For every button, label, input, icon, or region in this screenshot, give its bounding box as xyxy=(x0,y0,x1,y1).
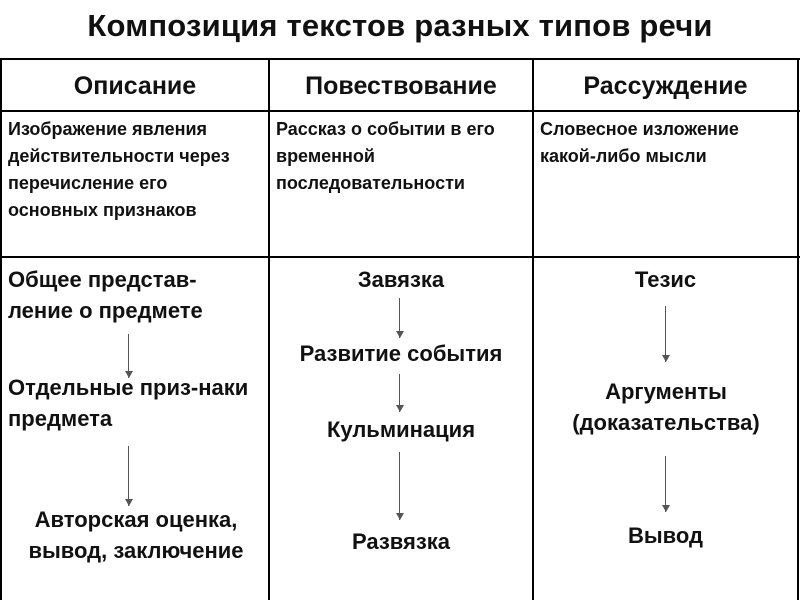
page-title: Композиция текстов разных типов речи xyxy=(87,8,713,43)
reasoning-step-3: Вывод xyxy=(627,523,704,548)
reasoning-step-2: Аргументы (доказательства) xyxy=(572,379,760,435)
table-column-divider-2 xyxy=(532,58,534,600)
table-header-divider xyxy=(0,110,800,112)
description-step-3: Авторская оценка, вывод, заключение xyxy=(28,507,244,563)
arrow-down-icon xyxy=(661,456,671,512)
arrow-down-icon xyxy=(661,306,671,362)
arrow-down-icon xyxy=(395,452,405,520)
arrow-down-icon xyxy=(395,298,405,338)
column-header-description: Описание xyxy=(73,71,197,100)
description-text-3: Словесное изложение какой-либо мысли xyxy=(540,119,739,166)
column-header-reasoning: Рассуждение xyxy=(583,71,748,100)
narration-step-4: Развязка xyxy=(351,529,451,554)
table-border-left xyxy=(0,58,2,600)
description-step-1: Общее представ-ление о предмете xyxy=(8,267,203,323)
narration-step-3: Кульминация xyxy=(326,417,476,442)
description-text-2: Рассказ о событии в его временной последовательности xyxy=(276,119,495,193)
table-column-divider-1 xyxy=(268,58,270,600)
arrow-down-icon xyxy=(395,374,405,412)
narration-step-2: Развитие события xyxy=(299,341,503,366)
table-border-right xyxy=(797,58,799,600)
narration-step-1: Завязка xyxy=(357,267,445,292)
description-text-1: Изображение явления действительности через перечисление его основных признаков xyxy=(8,119,230,220)
column-header-narration: Повествование xyxy=(305,71,497,100)
reasoning-step-1: Тезис xyxy=(634,267,697,292)
table-border-top xyxy=(0,58,800,60)
arrow-down-icon xyxy=(124,446,134,506)
description-step-2: Отдельные приз-наки предмета xyxy=(8,375,249,431)
table-row-divider xyxy=(0,256,800,258)
